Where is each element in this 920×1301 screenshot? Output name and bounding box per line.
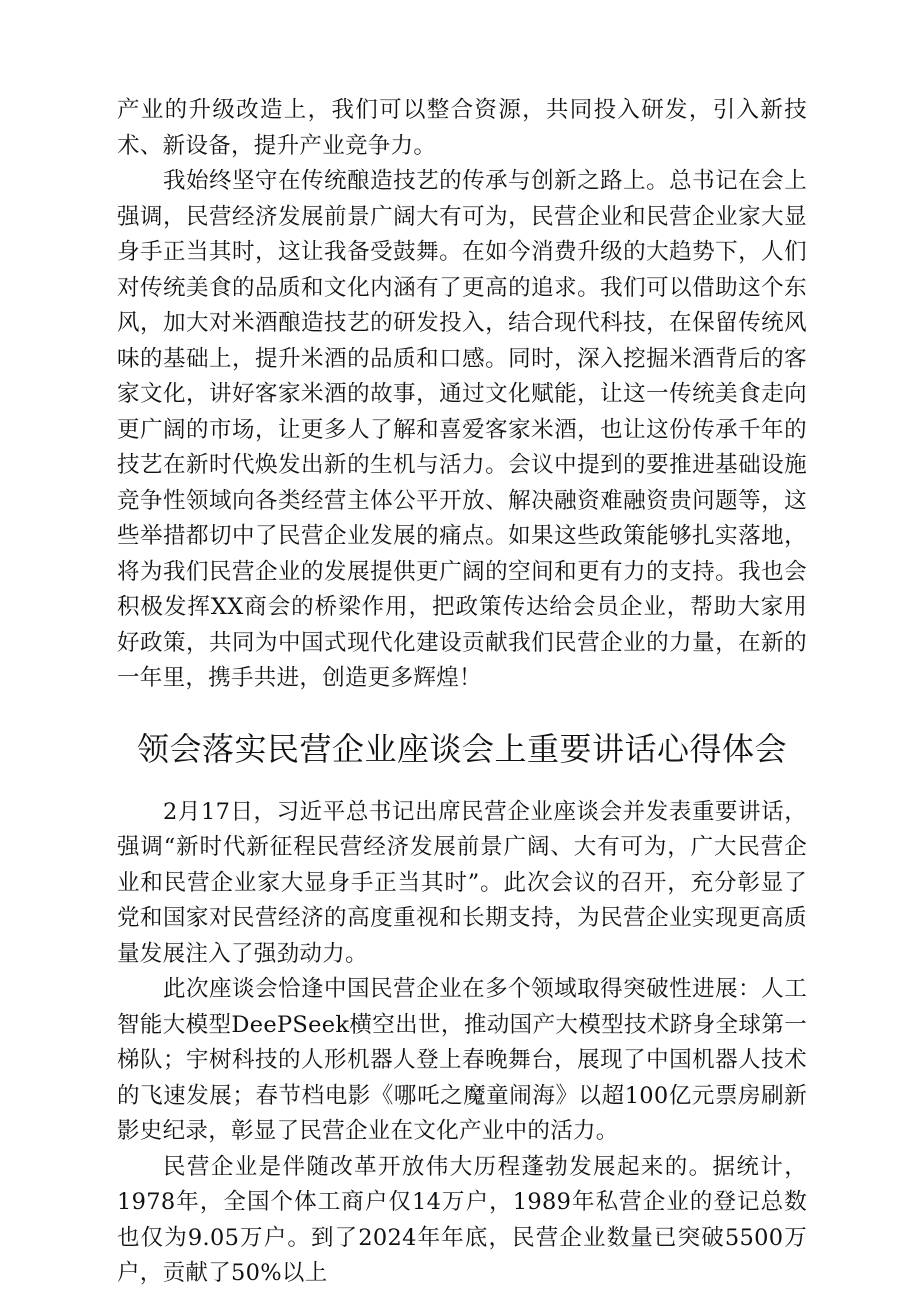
- paragraph-statistics: 民营企业是伴随改革开放伟大历程蓬勃发展起来的。据统计，1978年，全国个体工商户仅14万户，1989年私营企业的登记总数也仅为9.05万户。到了2024年年底，民营企业数量已突破5500万户，贡献了50%以上: [117, 1153, 807, 1286]
- article-title: 领会落实民营企业座谈会上重要讲话心得体会: [136, 729, 787, 768]
- paragraph-tradition: 我始终坚守在传统酿造技艺的传承与创新之路上。总书记在会上强调，民营经济发展前景广阔大有可为，民营企业和民营企业家大显身手正当其时，这让我备受鼓舞。在如今消费升级的大趋势下，人们对传统美食的品质和文化内涵有了更高的追求。我们可以借助这个东风，加大对米酒酿造技艺的研发投入，结合现代科技，在保留传统风味的基础上，提升米酒的品质和口感。同时，深入挖掘米酒背后的客家文化，讲好客家米酒的故事，通过文化赋能，让这一传统美食走向更广阔的市场，让更多人了解和喜爱客家米酒，也让这份传承千年的技艺在新时代焕发出新的生机与活力。会议中提到的要推进基础设施竞争性领域向各类经营主体公平开放、解决融资难融资贵问题等，这些举措都切中了民营企业发展的痛点。如果这些政策能够扎实落地，将为我们民营企业的发展提供更广阔的空间和更有力的支持。我也会积极发挥XX商会的桥梁作用，把政策传达给会员企业，帮助大家用好政策，共同为中国式现代化建设贡献我们民营企业的力量，在新的一年里，携手共进，创造更多辉煌！: [117, 168, 807, 691]
- paragraph-continuation: 产业的升级改造上，我们可以整合资源，共同投入研发，引入新技术、新设备，提升产业竞争力。: [117, 97, 807, 159]
- paragraph-meeting: 2月17日，习近平总书记出席民营企业座谈会并发表重要讲话，强调“新时代新征程民营经济发展前景广阔、大有可为，广大民营企业和民营企业家大显身手正当其时”。此次会议的召开，充分彰显了党和国家对民营经济的高度重视和长期支持，为民营企业实现更高质量发展注入了强劲动力。: [117, 798, 807, 967]
- document-page: [117, 93, 807, 1292]
- paragraph-breakthroughs: 此次座谈会恰逢中国民营企业在多个领域取得突破性进展：人工智能大模型DeePSeek横空出世，推动国产大模型技术跻身全球第一梯队；宇树科技的人形机器人登上春晚舞台，展现了中国机器人技术的飞速发展；春节档电影《哪吒之魔童闹海》以超100亿元票房刷新影史纪录，彰显了民营企业在文化产业中的活力。: [117, 976, 807, 1144]
